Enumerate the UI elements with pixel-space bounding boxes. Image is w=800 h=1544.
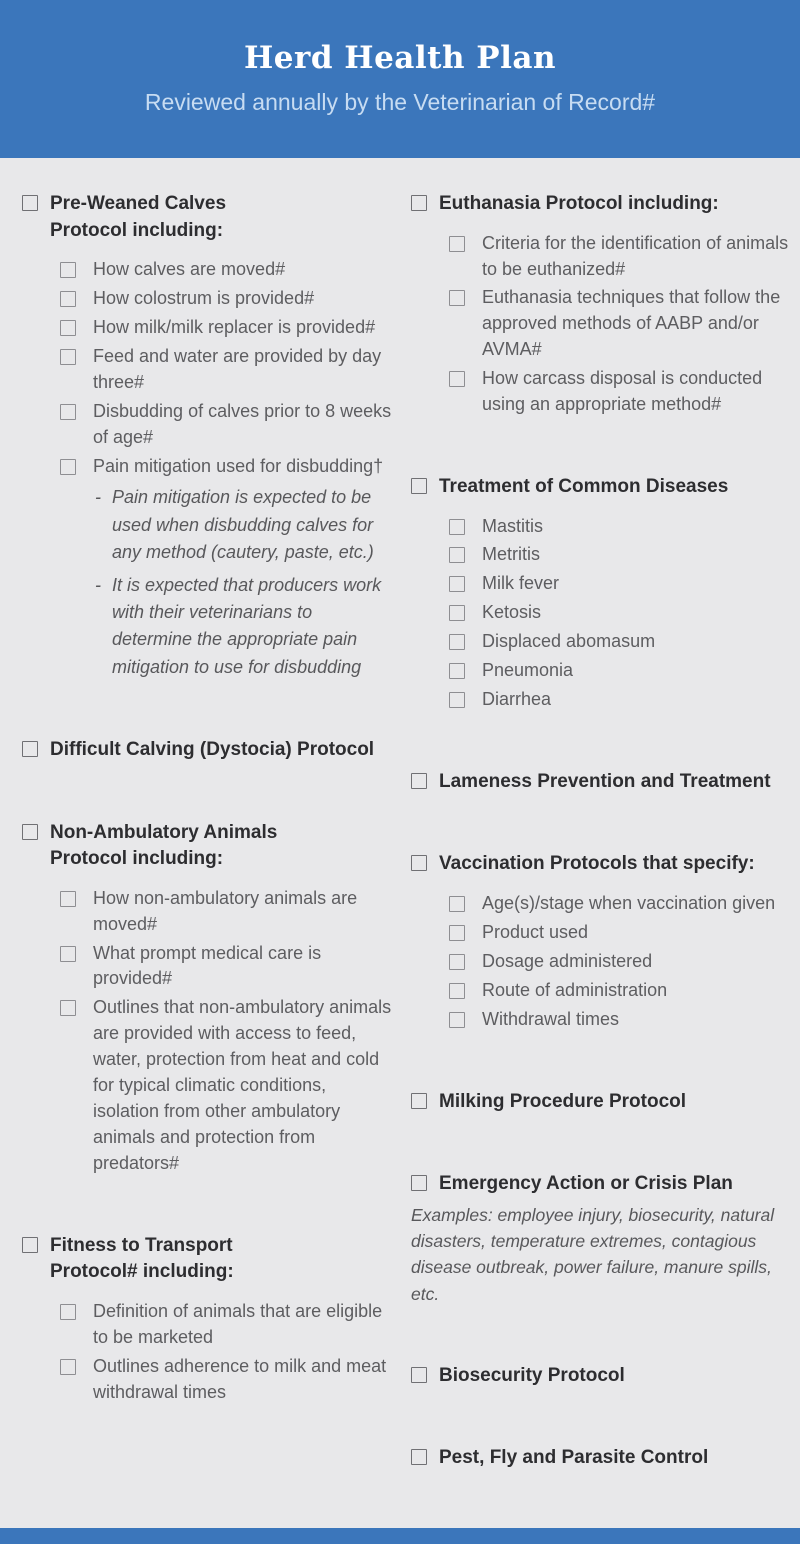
section-title-line: Treatment of Common Diseases xyxy=(439,475,729,497)
checklist-item xyxy=(411,571,796,597)
section-title xyxy=(439,474,728,501)
section-title xyxy=(439,769,771,796)
page-subtitle: Reviewed annually by the Veterinarian of Record# xyxy=(144,89,656,115)
section-header xyxy=(411,1445,796,1472)
section-pre-weaned-calves xyxy=(22,191,397,681)
section-fitness-to-transport xyxy=(22,1233,397,1406)
item-label: How colostrum is provided# xyxy=(93,288,315,309)
section-header xyxy=(22,820,397,873)
section-header xyxy=(411,1363,796,1390)
left-column xyxy=(22,191,397,1528)
section-items xyxy=(411,231,796,418)
section-title xyxy=(50,737,374,764)
section-title-line: Protocol# including: xyxy=(50,1261,234,1283)
item-label: Product used xyxy=(482,921,589,942)
item-label: Euthanasia techniques that follow the approved methods of AABP and/or AVMA# xyxy=(482,287,781,360)
section-header xyxy=(411,851,796,878)
checklist-item xyxy=(22,399,397,451)
section-title xyxy=(50,820,277,873)
section-treatment-of-common-diseases xyxy=(411,474,796,713)
checklist-content xyxy=(0,158,800,1528)
checklist-item xyxy=(411,366,796,418)
item-note-text: Pain mitigation is expected to be used when disbudding calves for any method (cautery, paste, etc.) xyxy=(112,487,374,563)
section-note: Examples: employee injury, biosecurity, natural disasters, temperature extremes, contagious disease outbreak, power failure, manure spills, etc. xyxy=(411,1204,775,1304)
checklist-item xyxy=(411,285,796,363)
section-euthanasia-protocol-including xyxy=(411,191,796,418)
item-checkbox[interactable] xyxy=(449,663,465,679)
section-vaccination-protocols-that-specify xyxy=(411,851,796,1032)
item-label: Pneumonia xyxy=(482,660,574,681)
section-header xyxy=(22,1233,397,1286)
item-label: How milk/milk replacer is provided# xyxy=(93,317,376,337)
section-checkbox[interactable] xyxy=(411,773,427,789)
section-title xyxy=(439,1089,686,1116)
section-pest-fly-and-parasite-control xyxy=(411,1445,796,1472)
note-dash: - xyxy=(95,574,101,595)
item-label: Displaced abomasum xyxy=(482,631,656,652)
section-checkbox[interactable] xyxy=(411,1367,427,1383)
section-title-line: Milking Procedure Protocol xyxy=(439,1090,687,1112)
section-title xyxy=(50,191,226,244)
checklist-item xyxy=(411,600,796,626)
item-label: Route of administration xyxy=(482,979,668,1000)
section-title xyxy=(50,1233,234,1286)
item-note xyxy=(22,484,397,566)
item-checkbox[interactable] xyxy=(449,954,465,970)
section-title-line: Pest, Fly and Parasite Control xyxy=(439,1447,709,1469)
section-header xyxy=(411,1089,796,1116)
item-checkbox[interactable] xyxy=(449,605,465,621)
item-checkbox[interactable] xyxy=(60,349,76,365)
item-label: Age(s)/stage when vaccination given xyxy=(482,893,776,914)
section-checkbox[interactable] xyxy=(22,1237,38,1253)
item-label: Milk fever xyxy=(482,573,560,594)
checklist-item xyxy=(22,286,397,312)
section-milking-procedure-protocol xyxy=(411,1089,796,1116)
item-note-text: It is expected that producers work with their veterinarians to determine the appropriate pain mitigation to use for disbudding xyxy=(112,574,382,677)
section-biosecurity-protocol xyxy=(411,1363,796,1390)
item-label: Withdrawal times xyxy=(482,1008,620,1029)
footer-bar xyxy=(0,1528,800,1544)
item-checkbox[interactable] xyxy=(60,1359,76,1375)
checklist-item xyxy=(22,995,397,1176)
item-label: Definition of animals that are eligible to be marketed xyxy=(93,1300,383,1347)
section-header xyxy=(411,1171,796,1198)
item-label: Mastitis xyxy=(482,515,544,536)
section-checkbox[interactable] xyxy=(411,1175,427,1191)
section-title-line: Lameness Prevention and Treatment xyxy=(439,770,771,792)
item-label: Ketosis xyxy=(482,602,542,623)
item-checkbox[interactable] xyxy=(449,634,465,650)
section-title-line: Emergency Action or Crisis Plan xyxy=(439,1173,733,1195)
item-checkbox[interactable] xyxy=(449,290,465,306)
section-non-ambulatory-animals xyxy=(22,820,397,1177)
item-label: How non-ambulatory animals are moved# xyxy=(93,887,358,934)
item-checkbox[interactable] xyxy=(60,262,76,278)
section-checkbox[interactable] xyxy=(411,195,427,211)
section-header xyxy=(411,769,796,796)
item-checkbox[interactable] xyxy=(60,1304,76,1320)
section-title-line: Protocol including: xyxy=(50,219,224,241)
checklist-item xyxy=(411,514,796,540)
section-emergency-action-or-crisis-plan xyxy=(411,1171,796,1307)
item-checkbox[interactable] xyxy=(449,547,465,563)
section-header xyxy=(22,191,397,244)
section-title-line: Difficult Calving (Dystocia) Protocol xyxy=(50,738,375,760)
checklist-item xyxy=(22,257,397,283)
section-items xyxy=(22,257,397,681)
section-header xyxy=(411,191,796,218)
section-difficult-calving-dystocia-protocol xyxy=(22,737,397,764)
item-checkbox[interactable] xyxy=(449,371,465,387)
section-checkbox[interactable] xyxy=(411,478,427,494)
section-items xyxy=(411,891,796,1033)
item-checkbox[interactable] xyxy=(60,459,76,475)
checklist-item xyxy=(411,658,796,684)
section-items xyxy=(22,886,397,1177)
section-title-line: Biosecurity Protocol xyxy=(439,1364,625,1386)
checklist-item xyxy=(411,920,796,946)
note-dash: - xyxy=(95,487,101,508)
checklist-item xyxy=(411,687,796,713)
item-checkbox[interactable] xyxy=(449,896,465,912)
page-title: Herd Health Plan xyxy=(243,40,557,76)
item-checkbox[interactable] xyxy=(60,404,76,420)
item-label: Criteria for the identification of animals to be euthanized# xyxy=(482,232,789,279)
item-label: Outlines adherence to milk and meat withdrawal times xyxy=(93,1355,387,1402)
checklist-item xyxy=(411,949,796,975)
item-checkbox[interactable] xyxy=(60,891,76,907)
item-label: What prompt medical care is provided# xyxy=(93,942,322,989)
item-checkbox[interactable] xyxy=(60,320,76,336)
section-checkbox[interactable] xyxy=(22,741,38,757)
item-label: Disbudding of calves prior to 8 weeks of age# xyxy=(93,400,392,447)
section-checkbox[interactable] xyxy=(411,1093,427,1109)
checklist-item xyxy=(22,344,397,396)
checklist-item xyxy=(411,542,796,568)
section-title xyxy=(439,191,719,218)
item-label: Outlines that non-ambulatory animals are provided with access to feed, water, protection from heat and cold for typical climatic conditions, isolation from other ambulatory animals and protection from predators# xyxy=(93,997,392,1173)
item-checkbox[interactable] xyxy=(449,519,465,535)
item-label: How calves are moved# xyxy=(93,259,286,280)
item-label: Diarrhea xyxy=(482,688,552,709)
checklist-item xyxy=(22,315,397,341)
item-label: Metritis xyxy=(482,544,540,565)
section-header xyxy=(411,474,796,501)
right-column xyxy=(411,191,796,1528)
section-lameness-prevention-and-treatment xyxy=(411,769,796,796)
item-note xyxy=(22,572,397,681)
checklist-item xyxy=(22,886,397,938)
checklist-item xyxy=(411,978,796,1004)
checklist-item xyxy=(411,231,796,283)
section-title-line: Vaccination Protocols that specify: xyxy=(439,853,755,875)
section-title xyxy=(439,851,755,878)
item-label: Dosage administered xyxy=(482,950,653,971)
item-checkbox[interactable] xyxy=(449,576,465,592)
section-title xyxy=(439,1445,708,1472)
section-title-line: Non-Ambulatory Animals xyxy=(50,821,278,843)
item-checkbox[interactable] xyxy=(449,692,465,708)
section-checkbox[interactable] xyxy=(22,195,38,211)
item-label: How carcass disposal is conducted using an appropriate method# xyxy=(482,368,763,415)
section-title-line: Euthanasia Protocol including: xyxy=(439,193,719,214)
item-label: Pain mitigation used for disbudding† xyxy=(93,455,384,476)
item-checkbox[interactable] xyxy=(449,925,465,941)
section-title-line: Protocol including: xyxy=(50,848,224,870)
checklist-item xyxy=(411,629,796,655)
item-checkbox[interactable] xyxy=(449,236,465,252)
section-items xyxy=(411,514,796,713)
section-title xyxy=(439,1171,733,1198)
section-checkbox[interactable] xyxy=(411,1449,427,1465)
item-checkbox[interactable] xyxy=(449,1012,465,1028)
checklist-item xyxy=(22,941,397,993)
item-checkbox[interactable] xyxy=(60,291,76,307)
item-label: Feed and water are provided by day three# xyxy=(93,345,382,392)
item-checkbox[interactable] xyxy=(60,946,76,962)
item-checkbox[interactable] xyxy=(449,983,465,999)
header-banner xyxy=(0,0,800,158)
item-checkbox[interactable] xyxy=(60,1000,76,1016)
section-title-line: Pre-Weaned Calves xyxy=(50,193,227,214)
checklist-item xyxy=(22,454,397,480)
section-items xyxy=(22,1299,397,1406)
section-header xyxy=(22,737,397,764)
checklist-item xyxy=(411,1007,796,1033)
checklist-item xyxy=(22,1354,397,1406)
checklist-item xyxy=(22,1299,397,1351)
checklist-item xyxy=(411,891,796,917)
section-title xyxy=(439,1363,625,1390)
section-title-line: Fitness to Transport xyxy=(50,1234,233,1256)
section-checkbox[interactable] xyxy=(411,855,427,871)
section-checkbox[interactable] xyxy=(22,824,38,840)
